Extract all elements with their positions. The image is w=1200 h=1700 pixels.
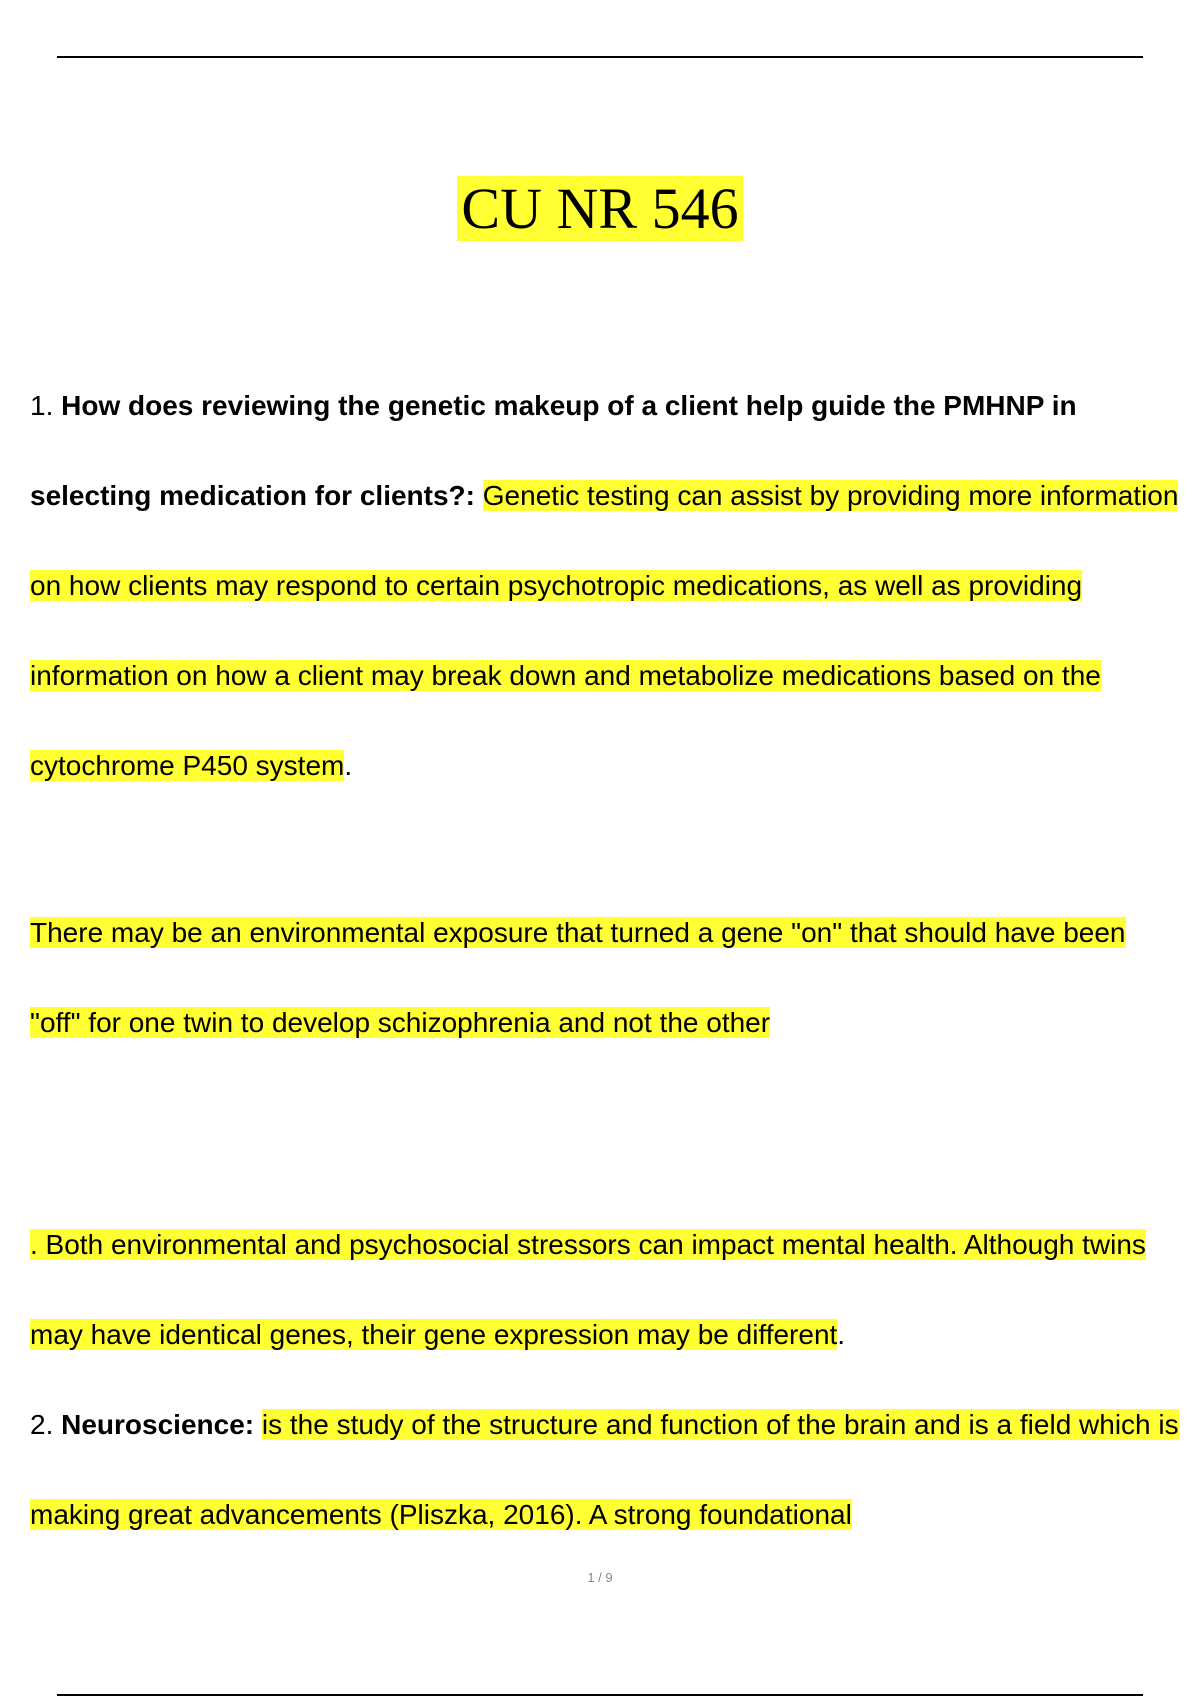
paragraph-twin-exposure-text: There may be an environmental exposure that turned a gene "on" that should have been "off" for one twin to develop schizophrenia and not the other	[30, 917, 1126, 1038]
document-title-text: CU NR 546	[457, 176, 742, 241]
question-2-term: Neuroscience:	[61, 1409, 255, 1440]
bottom-rule	[57, 1694, 1143, 1696]
question-2-definition: is the study of the structure and function of the brain and is a field which is making great advancements (Pliszka, 2016). A strong foundational	[30, 1409, 1179, 1530]
question-1	[30, 361, 1180, 811]
page-number: 1 / 9	[587, 1570, 613, 1585]
question-1-answer: Genetic testing can assist by providing more information on how clients may respond to certain psychotropic medications, as well as providing information on how a client may break down and metabolize medications based on the cytochrome P450 system	[30, 480, 1179, 781]
paragraph-stressors-end: .	[837, 1319, 846, 1350]
paragraph-stressors	[30, 1200, 1180, 1380]
document-title	[0, 174, 1200, 244]
question-2	[30, 1380, 1180, 1560]
question-2-number: 2.	[30, 1409, 54, 1440]
question-1-text: How does reviewing the genetic makeup of a client help guide the PMHNP in selecting medication for clients?:	[30, 390, 1077, 511]
paragraph-stressors-text: . Both environmental and psychosocial stressors can impact mental health. Although twins may have identical genes, their gene expression may be different	[30, 1229, 1146, 1350]
paragraph-twin-exposure	[30, 888, 1180, 1068]
question-1-answer-end: .	[344, 750, 353, 781]
top-rule	[57, 56, 1143, 58]
question-1-number: 1.	[30, 390, 54, 421]
